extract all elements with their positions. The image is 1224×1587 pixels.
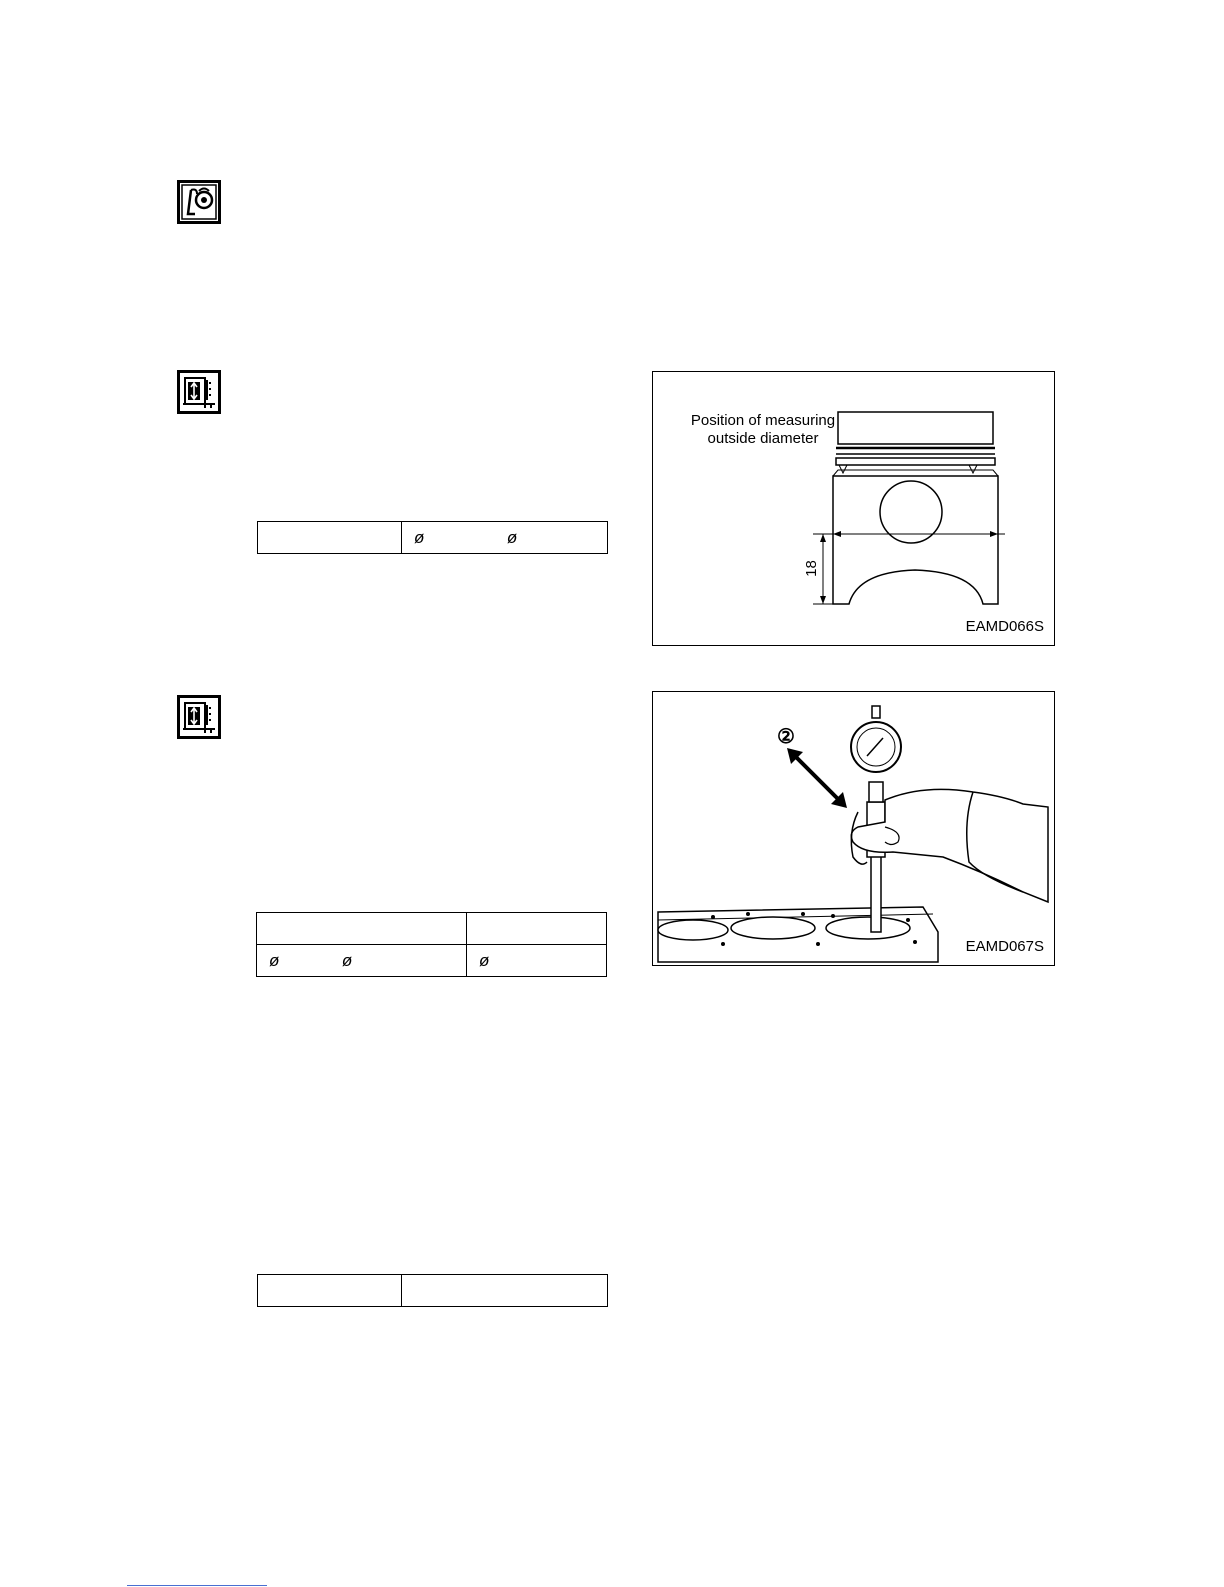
piston-diagram-figure <box>652 371 1055 646</box>
spec-table-clearance <box>257 1274 608 1307</box>
bore-gauge-figure <box>652 691 1055 966</box>
figure-code: EAMD066S <box>965 618 1044 635</box>
table-cell <box>402 522 608 554</box>
diameter-symbol: ø <box>506 527 518 547</box>
diameter-symbol: ø <box>341 950 353 970</box>
dimension-label: 18 <box>802 560 820 577</box>
measure-caliper-icon <box>177 695 221 739</box>
table-cell <box>258 1275 402 1307</box>
annotation-line: outside diameter <box>707 430 819 447</box>
figure-annotation <box>677 412 849 448</box>
diameter-symbol: ø <box>414 527 425 547</box>
torque-wrench-icon <box>177 180 221 224</box>
table-header-cell <box>467 913 607 945</box>
bore-gauge-illustration <box>653 692 1056 967</box>
table-cell <box>258 522 402 554</box>
callout-number: ② <box>777 726 795 748</box>
spec-table-cylinder-bore <box>256 912 607 977</box>
spec-table-piston-diameter <box>257 521 608 554</box>
table-cell <box>257 945 467 977</box>
figure-code: EAMD067S <box>965 938 1044 955</box>
table-cell <box>467 945 607 977</box>
diameter-symbol: ø <box>269 950 280 970</box>
diameter-symbol: ø <box>479 950 490 970</box>
table-cell <box>402 1275 608 1307</box>
table-header-cell <box>257 913 467 945</box>
annotation-line: Position of measuring <box>690 412 836 429</box>
measure-caliper-icon <box>177 370 221 414</box>
